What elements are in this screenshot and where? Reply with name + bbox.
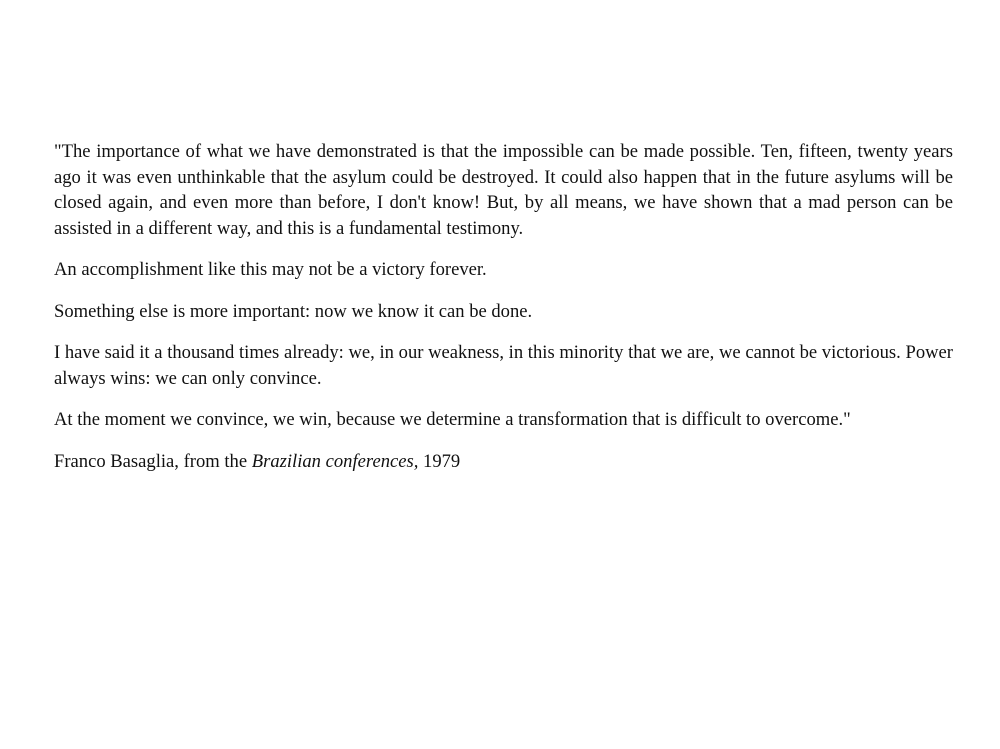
quote-paragraph-2: An accomplishment like this may not be a victory forever. [54,259,487,280]
attribution-year: 1979 [418,450,461,472]
quote-paragraph-1: "The importance of what we have demonstrated is that the impossible can be made possible. Ten, fifteen, twenty years ago it was even unthinkable that the asylum could be destroyed. It could also happen that in the future asylums will be closed again, and even more than before, I don't know! But, by all means, we have shown that a mad person can be assisted in a different way, and this is a fundamental testimony. [54,141,953,239]
attribution-author: Franco Basaglia, from the [54,450,252,472]
attribution-work-title: Brazilian conferences, [251,450,419,472]
quote-paragraph-5: At the moment we convince, we win, because we determine a transformation that is difficult to overcome." [54,409,851,430]
quote-paragraph-4: I have said it a thousand times already: we, in our weakness, in this minority that we are, we cannot be victorious. Power always wins: we can only convince. [54,342,953,389]
quote-paragraph-3: Something else is more important: now we know it can be done. [54,300,533,322]
attribution [54,449,953,475]
quote-block [54,139,953,490]
